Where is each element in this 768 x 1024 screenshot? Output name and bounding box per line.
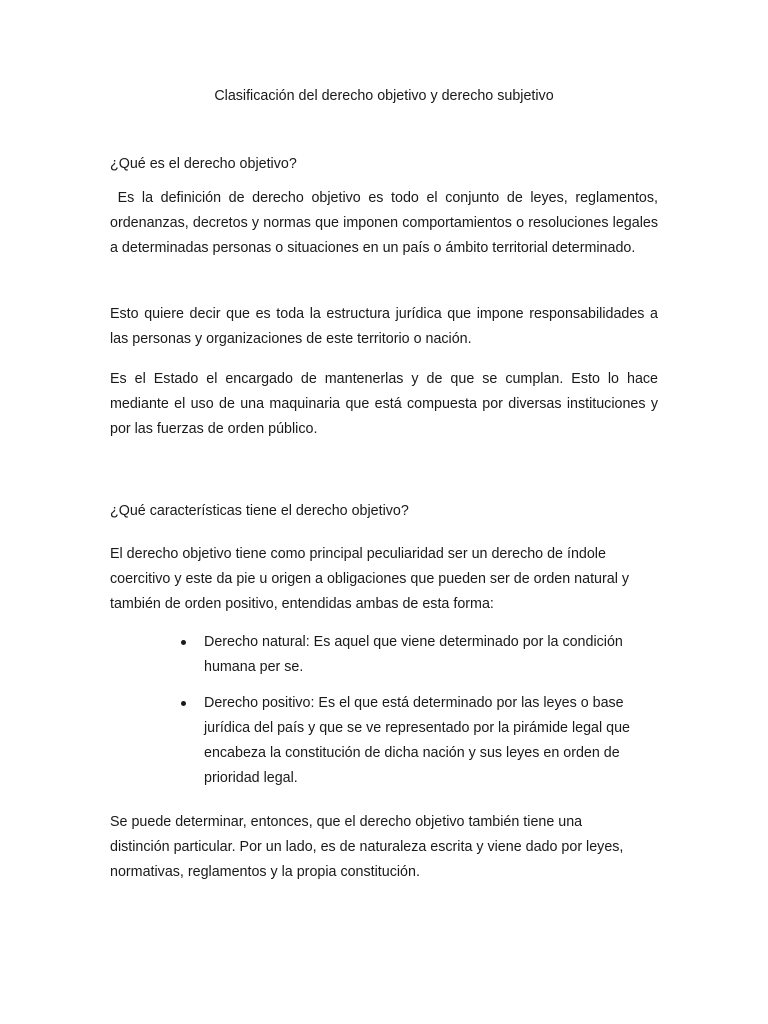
- bullet-text-positive: Derecho positivo: Es el que está determinado por las leyes o base jurídica del país y que se ve representado por la pirámide legal que encabeza la constitución de dicha nación y sus leyes en orden de prioridad legal.: [204, 695, 630, 786]
- bullet-icon: [181, 701, 186, 706]
- paragraph-meaning: Esto quiere decir que es toda la estructura jurídica que impone responsabilidades a las personas y organizaciones de este territorio o nación.: [110, 306, 658, 347]
- section-heading-what-is: ¿Qué es el derecho objetivo?: [110, 156, 297, 172]
- list-item: [110, 630, 670, 680]
- document-title: Clasificación del derecho objetivo y derecho subjetivo: [214, 88, 554, 104]
- bullet-text-natural: Derecho natural: Es aquel que viene determinado por la condición humana per se.: [204, 634, 623, 675]
- bullet-list: [110, 630, 670, 791]
- paragraph-characteristics-intro: El derecho objetivo tiene como principal peculiaridad ser un derecho de índole coercitivo y este da pie u origen a obligaciones que pueden ser de orden natural y también de orden positivo, entendidas ambas de esta forma:: [110, 546, 630, 612]
- section-heading-characteristics: ¿Qué características tiene el derecho objetivo?: [110, 503, 409, 519]
- paragraph-closing: Se puede determinar, entonces, que el derecho objetivo también tiene una distinción particular. Por un lado, es de naturaleza escrita y viene dado por leyes, normativas, reglamentos y la propia constitución.: [110, 814, 624, 880]
- list-item: [110, 691, 670, 791]
- bullet-icon: [181, 640, 186, 645]
- paragraph-state: Es el Estado el encargado de mantenerlas y de que se cumplan. Esto lo hace mediante el uso de una maquinaria que está compuesta por diversas instituciones y por las fuerzas de orden público.: [110, 371, 658, 437]
- paragraph-definition: Es la definición de derecho objetivo es todo el conjunto de leyes, reglamentos, ordenanzas, decretos y normas que imponen comportamientos o resoluciones legales a determinadas personas o situaciones en un país o ámbito territorial determinado.: [110, 190, 662, 256]
